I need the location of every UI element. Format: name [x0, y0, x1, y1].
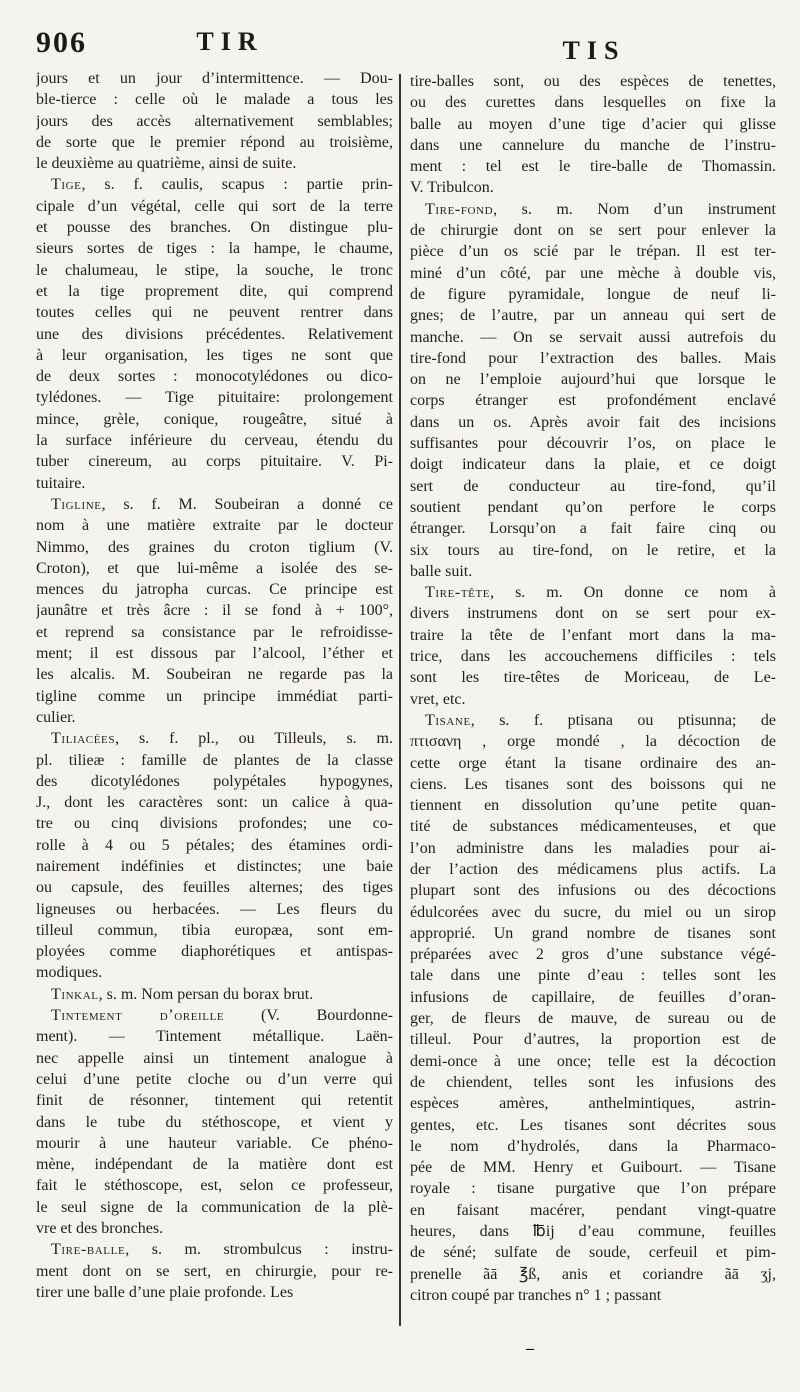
text-line: ger, de fleurs de mauve, de sureau ou de: [410, 1010, 776, 1028]
text-line: rolle à 4 ou 5 pétales; des étamines ordi-: [36, 836, 393, 854]
text-line: Tire-balle, s. m. strombulcus : instru-: [51, 1241, 393, 1259]
text-line: ment). — Tintement métallique. Laën-: [36, 1028, 393, 1046]
text-line: de chirurgie dont on se sert pour enlever la: [410, 222, 776, 240]
text-line: tale dans une pinte d’eau : telles sont les: [410, 967, 776, 985]
text-line: πτισανη , orge mondé , la décoction de: [410, 733, 776, 751]
text-line: sieurs sortes de tiges : la hampe, le chaume,: [36, 240, 393, 258]
text-line: ligneuses ou herbacées. — Les fleurs du: [36, 900, 393, 918]
text-line: ou capsule, des feuilles alternes; des tiges: [36, 879, 393, 897]
text-line: Tigline, s. f. M. Soubeiran a donné ce: [51, 495, 393, 513]
text-line: ment dont on se sert, en chirurgie, pour re-: [36, 1262, 393, 1280]
text-line: heures, dans ℔ij d’eau commune, feuilles: [410, 1223, 776, 1241]
text-line: doigt indicateur dans la plaie, et ce doigt: [410, 456, 776, 474]
text-line: de sorte que le premier répond au troisième,: [36, 133, 393, 151]
text-line: prenelle ãā ℥ß, anis et coriandre ãā ʒj,: [410, 1265, 776, 1283]
running-head-left: TIR: [196, 27, 264, 56]
text-line: Tinkal, s. m. Nom persan du borax brut.: [51, 985, 314, 1003]
text-line: préparées avec 2 gros d’une substance végé-: [410, 946, 776, 964]
text-line: tuitaire.: [36, 474, 86, 492]
text-line: dans une cannelure du manche de l’instru-: [410, 136, 776, 154]
text-line: manche. — On se servait aussi autrefois du: [410, 328, 776, 346]
text-line: suffisantes pour découvrir l’os, on place le: [410, 435, 776, 453]
text-column-right: [410, 71, 776, 1306]
text-line: l’on administre dans les maladies pour ai-: [410, 839, 776, 857]
dictionary-entry: [410, 199, 776, 582]
text-line: vre et des bronches.: [36, 1220, 164, 1238]
dictionary-entry: [36, 494, 393, 728]
entry-headword: Tige: [51, 176, 82, 194]
text-line: et pousse des branches. On distingue plu-: [36, 219, 393, 237]
text-line: à leur organisation, les tiges ne sont que: [36, 346, 393, 364]
text-line: plupart sont des infusions ou des décoctions: [410, 882, 776, 900]
text-line: mourir à une hauteur variable. Ce phéno-: [36, 1134, 393, 1152]
text-line: infusions de capillaire, de feuilles d’oran-: [410, 988, 776, 1006]
entry-headword: Tintement d’oreille: [51, 1007, 225, 1025]
text-line: pièce d’un os scié par le trépan. Il est ter-: [410, 243, 776, 261]
text-line: la surface inférieure du cerveau, étendu du: [36, 432, 393, 450]
text-line: pée de MM. Henry et Guibourt. — Tisane: [410, 1159, 776, 1177]
text-line: ble-tierce : celle où le malade a tous les: [36, 91, 393, 109]
dictionary-entry: [36, 1005, 393, 1239]
text-line: sert de conducteur au tire-fond, qu’il: [410, 477, 776, 495]
dictionary-entry: [36, 728, 393, 984]
text-line: Tire-tête, s. m. On donne ce nom à: [425, 584, 776, 602]
text-line: cipale d’un végétal, celle qui sort de la terre: [36, 197, 393, 215]
text-line: balle suit.: [410, 562, 473, 580]
column-divider-rule: [399, 74, 401, 1326]
text-line: tire-balles sont, ou des espèces de tenettes,: [410, 73, 776, 90]
text-line: der l’action des médicamens plus actifs. La: [410, 860, 776, 878]
entry-headword: Tire-balle: [51, 1241, 126, 1259]
dictionary-entry: [410, 710, 776, 1306]
text-line: celui d’une petite cloche ou d’un verre qui: [36, 1070, 393, 1088]
entry-headword: Tinkal: [51, 985, 99, 1003]
text-line: Tisane, s. f. ptisana ou ptisunna; de: [425, 711, 776, 729]
text-line: demi-once à une once; telle est la décoction: [410, 1052, 776, 1070]
text-line: les alcalis. M. Soubeiran ne regarde pas la: [36, 666, 393, 684]
text-line: ou des curettes dans lesquelles on fixe la: [410, 94, 776, 112]
entry-headword: Tisane: [425, 711, 471, 729]
text-line: et la tige proprement dite, qui comprend: [36, 282, 393, 300]
text-line: le nom d’hydrolés, dans la Pharmaco-: [410, 1137, 776, 1155]
text-column-left: [36, 68, 393, 1303]
page-number: 906: [36, 26, 87, 59]
text-line: on ne l’emploie aujourd’hui que lorsque le: [410, 371, 776, 389]
text-line: jours des accès alternativement semblables;: [36, 112, 393, 130]
dictionary-entry: [410, 582, 776, 710]
text-line: Nimmo, des graines du croton tiglium (V.: [36, 538, 393, 556]
text-line: ment; il est dissous par l’alcool, l’éther et: [36, 645, 393, 663]
text-line: six tours au tire-fond, on le retire, et la: [410, 541, 776, 559]
dictionary-entry: [410, 71, 776, 199]
text-line: tre ou cinq divisions profondes; une co-: [36, 815, 393, 833]
text-line: trice, dans les accouchemens difficiles : tels: [410, 648, 776, 666]
entry-headword: Tiliacées: [51, 730, 116, 748]
dictionary-entry: [36, 1239, 393, 1303]
text-line: le chalumeau, le stipe, la souche, le tronc: [36, 261, 393, 279]
text-line: ciens. Les tisanes sont des boissons qui ne: [410, 775, 776, 793]
text-line: ployées comme diaphorétiques et antispas-: [36, 943, 393, 961]
text-line: mince, grèle, conique, rougeâtre, situé à: [36, 410, 393, 428]
text-line: sont les tire-têtes de Moriceau, de Le-: [410, 669, 776, 687]
text-line: tilleul. Pour d’autres, la proportion est de: [410, 1031, 776, 1049]
text-line: tuber cinereum, au corps pituitaire. V. Pi-: [36, 453, 393, 471]
text-line: mences du jatropha curcas. Ce principe est: [36, 581, 393, 599]
text-line: Tiliacées, s. f. pl., ou Tilleuls, s. m.: [51, 730, 393, 748]
text-line: gnes; de l’autre, par un anneau qui sert de: [410, 307, 776, 325]
text-line: modiques.: [36, 964, 103, 982]
text-line: Tige, s. f. caulis, scapus : partie prin-: [51, 176, 393, 194]
text-line: dans un os. Après avoir fait des incisions: [410, 413, 776, 431]
text-line: Tire-fond, s. m. Nom d’un instrument: [425, 200, 776, 218]
running-head-right: TIS: [562, 36, 626, 65]
text-line: ment : tel est le tire-balle de Thomassin.: [410, 158, 776, 176]
signature-mark: –: [526, 1340, 534, 1357]
text-line: toutes celles qui ne peuvent rentrer dans: [36, 304, 393, 322]
text-line: nec appelle ainsi un tintement analogue à: [36, 1049, 393, 1067]
text-line: soutient pendant qu’on perfore le corps: [410, 498, 776, 516]
text-line: une des divisions précédentes. Relativement: [36, 325, 393, 343]
text-line: miné d’un côté, par une mèche à double vis,: [410, 264, 776, 282]
text-line: vret, etc.: [410, 690, 466, 708]
dictionary-entry: [36, 984, 393, 1005]
text-line: tilleul commun, tibia europæa, sont em-: [36, 921, 393, 939]
text-line: et reprend sa consistance par le refroidisse-: [36, 623, 393, 641]
text-line: des dicotylédones polypétales hypogynes,: [36, 772, 393, 790]
text-line: traire la tête de l’enfant mort dans la ma-: [410, 626, 776, 644]
text-line: en faisant macérer, pendant vingt-quatre: [410, 1201, 776, 1219]
dictionary-entry: [36, 174, 393, 493]
text-line: le seul signe de la communication de la plè-: [36, 1198, 393, 1216]
text-line: mène, indépendant de la matière dont est: [36, 1156, 393, 1174]
text-line: de figure pyramidale, longue de neuf li-: [410, 285, 776, 303]
text-line: gentes, etc. Les tisanes sont décrites sous: [410, 1116, 776, 1134]
text-line: pl. tilieæ : famille de plantes de la classe: [36, 751, 393, 769]
text-line: citron coupé par tranches n° 1 ; passant: [410, 1286, 662, 1304]
text-line: nairement indéfinies et distinctes; une baie: [36, 857, 393, 875]
text-line: jaunâtre et très âcre : il se fond à + 100°,: [36, 602, 393, 620]
text-line: Tintement d’oreille (V. Bourdonne-: [51, 1007, 393, 1025]
text-line: tiennent en dissolution qu’une petite quan-: [410, 797, 776, 815]
text-line: approprié. Un grand nombre de tisanes sont: [410, 924, 776, 942]
text-line: culier.: [36, 708, 76, 726]
text-line: balle au moyen d’une tige d’acier qui glisse: [410, 115, 776, 133]
text-line: finit de résonner, tintement qui retentit: [36, 1092, 393, 1110]
text-line: V. Tribulcon.: [410, 179, 494, 197]
text-line: Croton), et que lui-même a isolée des se-: [36, 559, 393, 577]
text-line: nom à une matière extraite par le docteur: [36, 517, 393, 535]
text-line: édulcorées avec du sucre, du miel ou un sirop: [410, 903, 776, 921]
text-line: fait le stéthoscope, est, selon ce professeur,: [36, 1177, 393, 1195]
text-line: tité de substances médicamenteuses, et que: [410, 818, 776, 836]
text-line: tirer une balle d’une plaie profonde. Les: [36, 1283, 294, 1301]
text-line: J., dont les caractères sont: un calice à qua-: [36, 794, 393, 812]
text-line: le deuxième au quatrième, ainsi de suite.: [36, 155, 297, 173]
text-line: de chiendent, telles sont les infusions des: [410, 1073, 776, 1091]
text-line: dans le tube du stéthoscope, et vient y: [36, 1113, 393, 1131]
text-line: de deux sortes : monocotylédones ou dico-: [36, 368, 393, 386]
text-line: étranger. Lorsqu’on a fait faire cinq ou: [410, 520, 776, 538]
text-line: tigline comme un principe immédiat parti-: [36, 687, 393, 705]
entry-headword: Tire-fond: [425, 200, 494, 218]
text-line: tire-fond pour l’extraction des balles. Mais: [410, 349, 776, 367]
text-line: espèces amères, anthelmintiques, astrin-: [410, 1095, 776, 1113]
text-line: divers instrumens dont on se sert pour ex-: [410, 605, 776, 623]
text-line: jours et un jour d’intermittence. — Dou-: [36, 70, 393, 87]
entry-headword: Tire-tête: [425, 584, 491, 602]
text-line: tylédones. — Tige pituitaire: prolongement: [36, 389, 393, 407]
text-line: corps étranger est profondément enclavé: [410, 392, 776, 410]
text-line: de séné; sulfate de soude, cerfeuil et pim-: [410, 1244, 776, 1262]
entry-headword: Tigline: [51, 495, 102, 513]
text-line: royale : tisane purgative que l’on prépare: [410, 1180, 776, 1198]
dictionary-entry: [36, 68, 393, 174]
text-line: cette orge étant la tisane ordinaire des an-: [410, 754, 776, 772]
